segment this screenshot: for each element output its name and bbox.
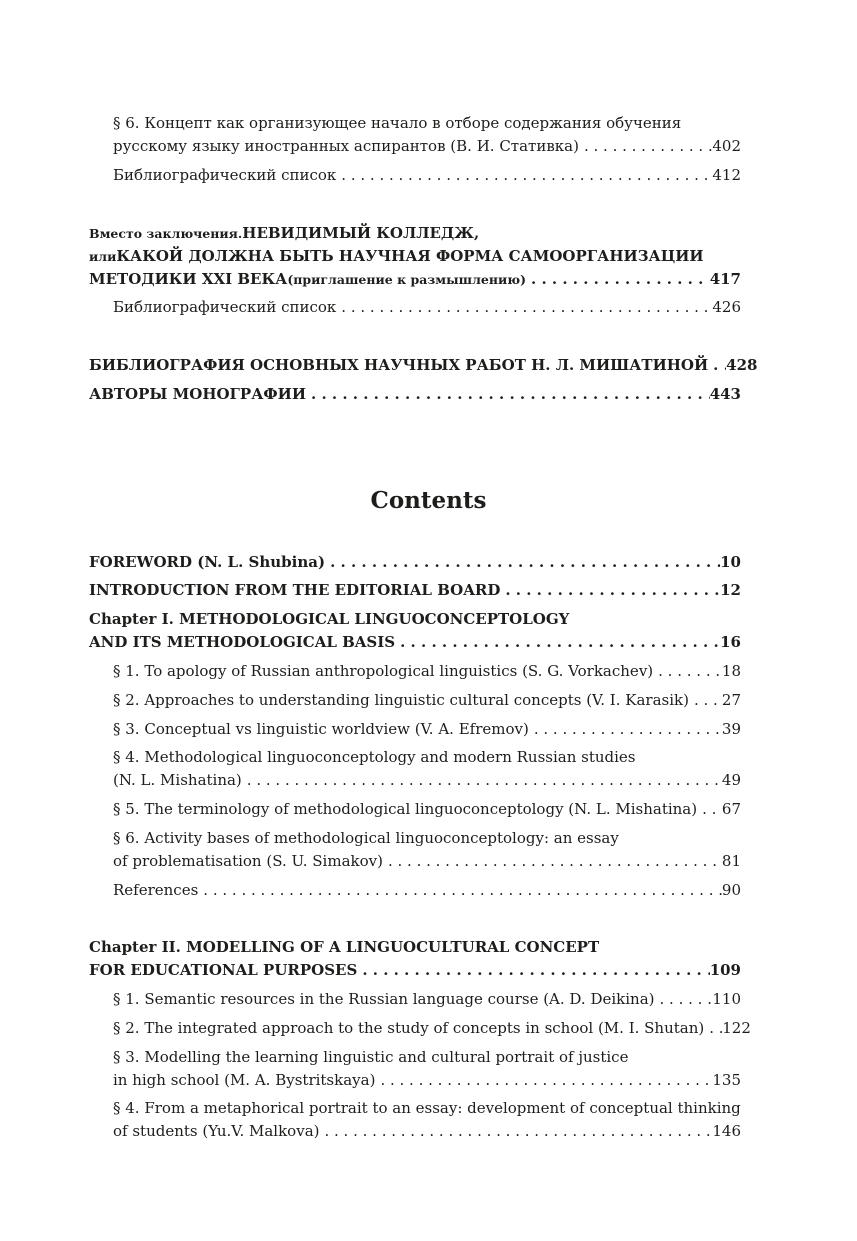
- entry-title-line1: Chapter I. METHODOLOGICAL LINGUOCONCEPTOLOGY: [89, 610, 570, 628]
- entry-title: § 2. Approaches to understanding linguistic cultural concepts (V. I. Karasik): [113, 691, 689, 709]
- page-number: 39: [721, 720, 741, 738]
- page-number: 428: [726, 356, 758, 374]
- dot-leader: [689, 689, 722, 712]
- dot-leader: [526, 268, 710, 291]
- entry-title: § 2. The integrated approach to the study of concepts in school (M. I. Shutan): [113, 1019, 705, 1037]
- toc-entry-ch2-s3[interactable]: [113, 1046, 741, 1092]
- page-number: 81: [721, 852, 741, 870]
- entry-title-line1: § 4. Methodological linguoconceptology and modern Russian studies: [113, 748, 636, 766]
- toc-entry-ru-s6[interactable]: [113, 112, 741, 158]
- entry-title-line2: of problematisation (S. U. Simakov): [113, 852, 383, 870]
- page-number: 412: [712, 166, 741, 184]
- dot-leader: [325, 551, 720, 574]
- entry-title-line1: НЕВИДИМЫЙ КОЛЛЕДЖ,: [242, 224, 480, 242]
- page-number: 18: [721, 662, 741, 680]
- page-number: 90: [721, 881, 741, 899]
- entry-title-line2: in high school (M. A. Bystritskaya): [113, 1071, 376, 1089]
- toc-entry-ch1-s2[interactable]: [113, 689, 741, 712]
- entry-prefix: Вместо заключения.: [89, 226, 243, 241]
- dot-leader: [655, 988, 713, 1011]
- entry-title-line1: § 3. Modelling the learning linguistic and cultural portrait of justice: [113, 1048, 629, 1066]
- entry-title: § 5. The terminology of methodological linguoconceptology (N. L. Mishatina): [113, 800, 698, 818]
- dot-leader: [375, 1069, 712, 1092]
- page-number: 109: [709, 961, 741, 979]
- entry-title-line2: of students (Yu.V. Malkova): [113, 1122, 320, 1140]
- toc-entry-ch1-s5[interactable]: [113, 798, 741, 821]
- page-number: 443: [709, 385, 741, 403]
- dot-leader: [336, 164, 712, 187]
- toc-entry-ru-works-bibliography[interactable]: [89, 354, 758, 377]
- entry-title-line3: МЕТОДИКИ XXI ВЕКА: [89, 270, 288, 288]
- toc-entry-ch1-s1[interactable]: [113, 660, 741, 683]
- entry-title: БИБЛИОГРАФИЯ ОСНОВНЫХ НАУЧНЫХ РАБОТ Н. Л. МИШАТИНОЙ: [89, 356, 709, 374]
- dot-leader: [198, 879, 722, 902]
- toc-entry-ru-bibliography-2[interactable]: [113, 296, 741, 319]
- page-number: 110: [712, 990, 741, 1008]
- entry-title: Библиографический список: [113, 298, 337, 316]
- dot-leader: [704, 1017, 722, 1040]
- page-number: 12: [720, 581, 741, 599]
- page-number: 122: [722, 1019, 751, 1037]
- dot-leader: [395, 631, 720, 654]
- entry-title-line1: Chapter II. MODELLING OF A LINGUOCULTURAL CONCEPT: [89, 938, 600, 956]
- page-number: 417: [709, 270, 741, 288]
- entry-title-line2: (N. L. Mishatina): [113, 771, 242, 789]
- entry-title-line2: AND ITS METHODOLOGICAL BASIS: [89, 633, 396, 651]
- toc-entry-ch1-s4[interactable]: [113, 746, 741, 792]
- page-number: 10: [720, 553, 741, 571]
- toc-entry-ru-bibliography-1[interactable]: [113, 164, 741, 187]
- entry-title: § 1. Semantic resources in the Russian language course (A. D. Deikina): [113, 990, 655, 1008]
- entry-title: § 1. To apology of Russian anthropological linguistics (S. G. Vorkachev): [113, 662, 654, 680]
- dot-leader: [653, 660, 722, 683]
- toc-entry-ch2-s4[interactable]: [113, 1097, 741, 1143]
- entry-title-line2: русскому языку иностранных аспирантов (В. И. Стативка): [113, 137, 579, 155]
- entry-title: Библиографический список: [113, 166, 337, 184]
- dot-leader: [306, 383, 710, 406]
- entry-title-line2: КАКОЙ ДОЛЖНА БЫТЬ НАУЧНАЯ ФОРМА САМООРГАНИЗАЦИИ: [116, 247, 704, 265]
- entry-title-line1: § 6. Activity bases of methodological linguoconceptology: an essay: [113, 829, 619, 847]
- dot-leader: [383, 850, 722, 873]
- dot-leader: [319, 1120, 712, 1143]
- entry-suffix: (приглашение к размышлению): [287, 272, 527, 287]
- entry-title: FOREWORD (N. L. Shubina): [89, 553, 326, 571]
- toc-entry-ch1-s6[interactable]: [113, 827, 741, 873]
- toc-entry-foreword[interactable]: [89, 551, 741, 574]
- page-number: 16: [720, 633, 741, 651]
- entry-title: References: [113, 881, 199, 899]
- toc-entry-ch2-s1[interactable]: [113, 988, 741, 1011]
- page-number: 426: [712, 298, 741, 316]
- toc-entry-ch1-s3[interactable]: [113, 718, 741, 741]
- entry-title: INTRODUCTION FROM THE EDITORIAL BOARD: [89, 581, 501, 599]
- dot-leader: [500, 579, 720, 602]
- dot-leader: [697, 798, 722, 821]
- page-number: 146: [712, 1122, 741, 1140]
- dot-leader: [242, 769, 722, 792]
- page-number: 49: [721, 771, 741, 789]
- dot-leader: [357, 959, 709, 982]
- toc-entry-chapter-1[interactable]: [89, 608, 741, 654]
- dot-leader: [708, 354, 726, 377]
- contents-heading: Contents: [370, 487, 487, 514]
- toc-entry-chapter-2[interactable]: [89, 936, 741, 982]
- dot-leader: [336, 296, 712, 319]
- entry-title-line2: FOR EDUCATIONAL PURPOSES: [89, 961, 358, 979]
- page-number: 402: [712, 137, 741, 155]
- toc-entry-introduction[interactable]: [89, 579, 741, 602]
- page-number: 27: [721, 691, 741, 709]
- entry-title-line1: § 4. From a metaphorical portrait to an essay: development of conceptual thinking: [113, 1099, 741, 1117]
- toc-entry-ru-authors[interactable]: [89, 383, 741, 406]
- toc-entry-ch2-s2[interactable]: [113, 1017, 751, 1040]
- entry-title: АВТОРЫ МОНОГРАФИИ: [89, 385, 306, 403]
- entry-title: § 3. Conceptual vs linguistic worldview (V. A. Efremov): [113, 720, 529, 738]
- page-number: 67: [721, 800, 741, 818]
- dot-leader: [579, 135, 712, 158]
- toc-entry-ru-conclusion[interactable]: [89, 222, 741, 291]
- entry-title-line1: § 6. Концепт как организующее начало в отборе содержания обучения: [113, 114, 682, 132]
- dot-leader: [529, 718, 722, 741]
- toc-entry-ch1-references[interactable]: [113, 879, 741, 902]
- page-number: 135: [712, 1071, 741, 1089]
- entry-prefix-2: или: [89, 249, 117, 264]
